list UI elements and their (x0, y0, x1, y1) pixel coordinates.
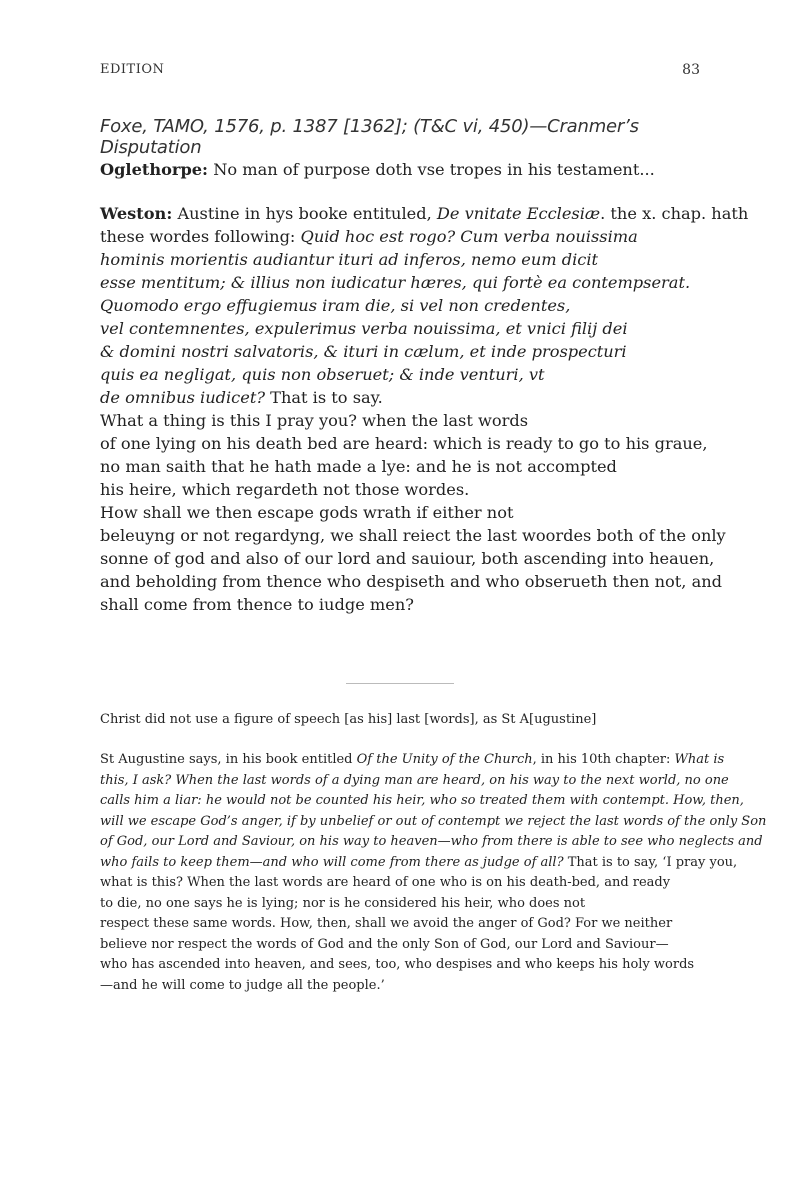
speech-text: these wordes following: (100, 227, 301, 246)
latin-line: vel contemnentes, expulerimus verba nouissima, et vnici filij dei (100, 319, 628, 338)
translation-quote-line: will we escape God’s anger, if by unbelief or out of contempt we reject the last words of the only Son (100, 813, 767, 829)
weston-paragraph (100, 202, 749, 616)
translation-line: who has ascended into heaven, and sees, too, who despises and who keeps his holy words (100, 957, 695, 972)
section-divider (346, 683, 454, 684)
english-line: and beholding from thence who despiseth and who obserueth then not, and (100, 572, 723, 591)
latin-quote: de omnibus iudicet? (100, 388, 265, 407)
translation-quote: What is (674, 752, 725, 767)
translation-line: believe nor respect the words of God and the only Son of God, our Lord and Saviour— (100, 936, 669, 952)
translation-text: , in his 10th chapter: (532, 752, 675, 767)
translation-line: —and he will come to judge all the people.’ (100, 977, 385, 993)
english-line: shall come from thence to iudge men? (100, 595, 414, 614)
latin-quote: Quid hoc est rogo? Cum verba nouissima (300, 227, 638, 246)
summary-text: Christ did not use a figure of speech [as his] last [words], as St A[ugustine] (100, 712, 597, 727)
translation-text: That is to say, ‘I pray you, (563, 854, 738, 870)
translation-quote-line: this, I ask? When the last words of a dying man are heard, on his way to the next world, no one (100, 772, 729, 788)
speaker-name: Weston: (100, 204, 173, 223)
english-line: sonne of god and also of our lord and sauiour, both ascending into heauen, (100, 549, 715, 568)
translation-text: St Augustine says, in his book entitled (100, 752, 357, 767)
english-line: beleuyng or not regardyng, we shall reiect the last woordes both of the only (100, 526, 726, 545)
translation-line: what is this? When the last words are heard of one who is on his death-bed, and ready (100, 875, 671, 890)
translation-summary (100, 710, 720, 731)
translation-quote-line: calls him a liar: he would not be counted his heir, who so treated them with contempt. How, then, (100, 793, 744, 808)
translation-line: to die, no one says he is lying; nor is he considered his heir, who does not (100, 895, 586, 911)
latin-line: & domini nostri salvatoris, & ituri in cælum, et inde prospecturi (100, 342, 627, 361)
source-title: Foxe, TAMO, 1576, p. 1387 [1362]; (T&C vi, 450)—Cranmer’s Disputation (100, 116, 639, 158)
speech-text: That is to say. (265, 388, 383, 407)
speaker-name: Oglethorpe: (100, 160, 209, 179)
translation-quote-line: of God, our Lord and Saviour, on his way to heaven—who from there is able to see who neglects and (100, 834, 763, 849)
speech-text: No man of purpose doth vse tropes in his testament... (208, 160, 655, 179)
english-line: his heire, which regardeth not those wordes. (100, 480, 470, 499)
oglethorpe-paragraph (100, 158, 720, 181)
english-line: no man saith that he hath made a lye: and he is not accompted (100, 457, 617, 476)
book-title: De vnitate Ecclesiæ (436, 204, 601, 223)
english-line: How shall we then escape gods wrath if either not (100, 503, 514, 522)
translation-paragraph (100, 750, 767, 996)
translation-quote: who fails to keep them—and who will come from there as judge of all? (100, 854, 564, 870)
english-line: of one lying on his death bed are heard: which is ready to go to his graue, (100, 434, 708, 453)
latin-line: hominis morientis audiantur ituri ad inferos, nemo eum dicit (100, 250, 599, 269)
speech-text: Austine in hys booke entituled, (172, 204, 437, 223)
running-head-title: EDITION (100, 62, 165, 77)
speech-text: . the x. chap. hath (600, 204, 749, 223)
latin-line: quis ea negligat, quis non obseruet; & inde venturi, vt (100, 365, 545, 384)
book-title: Of the Unity of the Church (356, 752, 533, 767)
page-number: 83 (682, 62, 700, 78)
running-head (100, 62, 700, 82)
latin-line: esse mentitum; & illius non iudicatur hæres, qui fortè ea contempserat. (100, 273, 691, 292)
latin-line: Quomodo ergo effugiemus iram die, si vel non credentes, (100, 296, 571, 315)
english-line: What a thing is this I pray you? when the last words (100, 411, 528, 430)
translation-line: respect these same words. How, then, shall we avoid the anger of God? For we neither (100, 916, 673, 931)
